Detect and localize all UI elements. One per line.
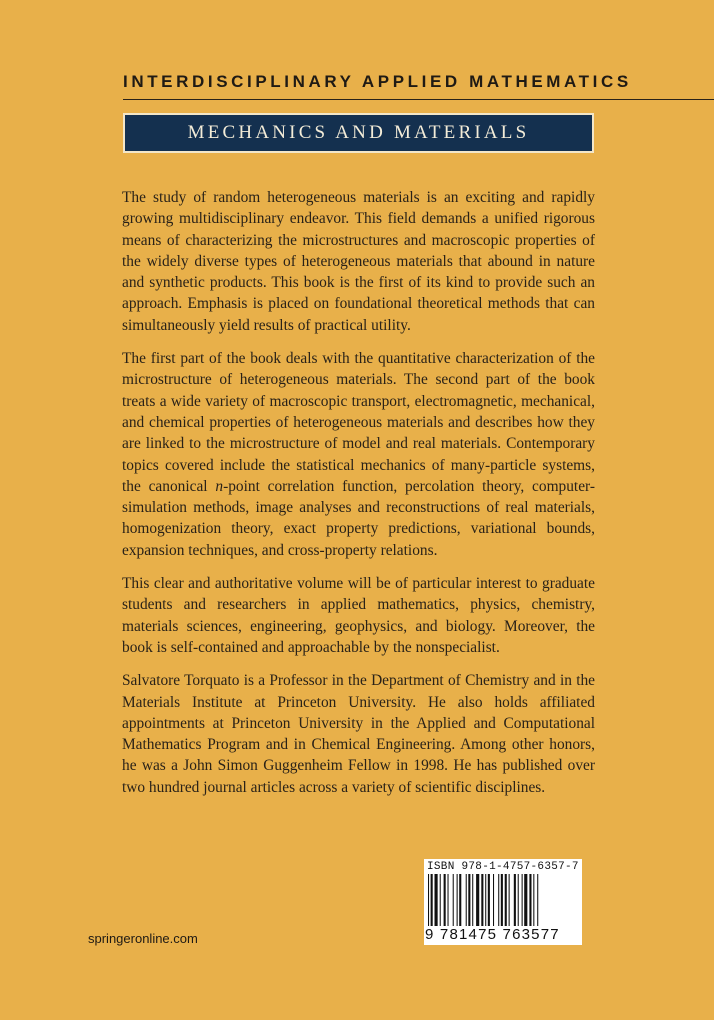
barcode-bar [485, 874, 486, 926]
series-title: INTERDISCIPLINARY APPLIED MATHEMATICS [123, 72, 632, 91]
barcode-bar [468, 874, 470, 926]
barcode-bar [453, 874, 454, 926]
barcode-bar [522, 874, 523, 926]
barcode-bar [514, 874, 516, 926]
barcode-bar [505, 874, 507, 926]
subseries-title: MECHANICS AND MATERIALS [187, 122, 530, 143]
barcode-number: 9 781475 763577 [425, 926, 560, 943]
barcode-bar [493, 874, 494, 926]
barcode-bar [501, 874, 503, 926]
barcode-bar [524, 874, 527, 926]
barcode-bar [459, 874, 461, 926]
barcode-bar [518, 874, 519, 926]
isbn-barcode-box [424, 859, 582, 945]
subseries-banner [123, 113, 594, 153]
barcode-bar [488, 874, 490, 926]
barcode-bar [529, 874, 531, 926]
barcode-bar [444, 874, 446, 926]
barcode-bar [440, 874, 441, 926]
barcode-bar [428, 874, 429, 926]
barcode-bar [533, 874, 534, 926]
barcode-bar [472, 874, 473, 926]
isbn-label: ISBN 978-1-4757-6357-7 [427, 861, 579, 873]
barcode-bar [448, 874, 449, 926]
barcode-bar [481, 874, 483, 926]
barcode-bar [466, 874, 467, 926]
barcode-bar [435, 874, 438, 926]
back-cover-text [122, 187, 595, 810]
barcode-bar [476, 874, 479, 926]
paragraph-audience: This clear and authoritative volume will be of particular interest to graduate students and researchers in applied mathematics, physics, chemistry, materials sciences, engineering, geophysics, and biology. Moreover, the book is self-contained and approachable by the nonspecialist. [122, 575, 595, 656]
paragraph-contents [122, 348, 595, 561]
header-rule [123, 99, 714, 100]
paragraph-contents-start: The first part of the book deals with the quantitative characterization of the microstructure of heterogeneous materials. The second part of the book treats a wide variety of macroscopic transport, electromagnetic, mechanical, and chemical properties of heterogeneous materials and describes how they are linked to the microstructure of model and real materials. Contemporary topics covered include the statistical mechanics of many-particle systems, the canonical [122, 350, 595, 495]
paragraph-contents-end: -point correlation function, percolation theory, computer-simulation methods, image analyses and reconstructions of real materials, homogenization theory, exact property predictions, variational bounds, expansion techniques, and cross-property relations. [122, 477, 595, 559]
paragraph-author-bio: Salvatore Torquato is a Professor in the Department of Chemistry and in the Materials Institute at Princeton University. He also holds affiliated appointments at Princeton University in the Applied and Computational Mathematics Program and in Chemical Engineering. Among other honors, he was a John Simon Guggenheim Fellow in 1998. He has published over two hundred journal articles across a variety of scientific disciplines. [122, 672, 595, 796]
barcode-bar [498, 874, 499, 926]
barcode-bar [457, 874, 458, 926]
barcode-bar [537, 874, 538, 926]
barcode-graphic [428, 874, 578, 926]
barcode-bar [431, 874, 433, 926]
publisher-website: springeronline.com [88, 931, 198, 946]
paragraph-intro: The study of random heterogeneous materials is an exciting and rapidly growing multidisciplinary endeavor. This field demands a unified rigorous means of characterizing the microstructures and macroscopic properties of the widely diverse types of heterogeneous materials that abound in nature and synthetic products. This book is the first of its kind to provide such an approach. Emphasis is placed on foundational theoretical methods that can simultaneously yield results of practical utility. [122, 189, 595, 334]
paragraph-contents-italic: n [215, 477, 224, 495]
barcode-bar [509, 874, 510, 926]
